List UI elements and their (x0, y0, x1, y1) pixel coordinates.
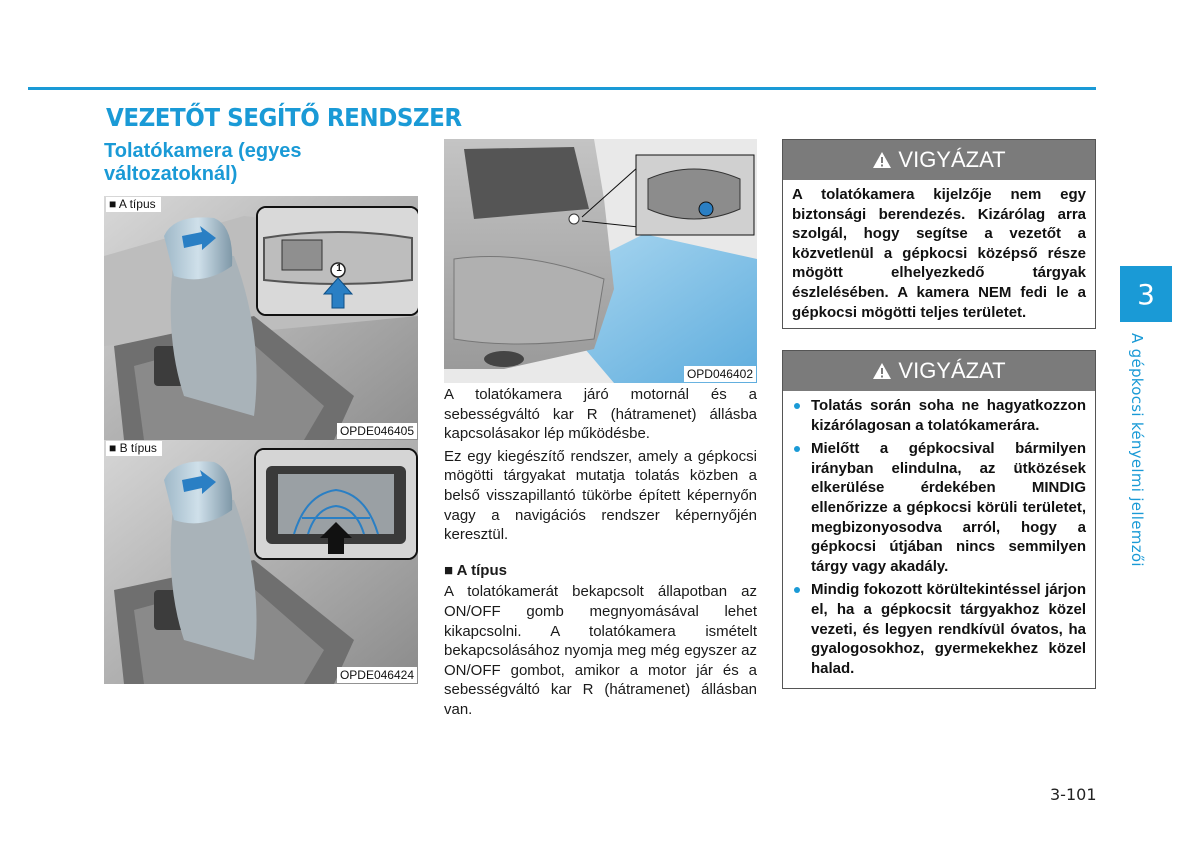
paragraph-1: A tolatókamera járó motornál és a sebességváltó kar R (hátramenet) állásba kapcsolásakor lép működésbe. (444, 386, 757, 443)
figure-type-a (104, 196, 418, 440)
callout-number: 1 (336, 263, 342, 274)
paragraph-2: Ez egy kiegészítő rendszer, amely a gépkocsi mögötti tárgyakat mutatja tolatás közben a belső visszapillantó tükörbe épített képernyőn vagy a navigációs rendszer képernyőjén keresztül. (444, 447, 757, 544)
warning-header-2 (783, 351, 1095, 391)
figure-type-b (104, 440, 418, 684)
navigation-screen-icon (256, 450, 416, 558)
figure-car-code: OPD046402 (684, 366, 756, 382)
rear-camera-car-illustration (444, 139, 757, 383)
section-title: VEZETŐT SEGÍTŐ RENDSZER (106, 103, 462, 132)
type-a-heading: ■ A típus (444, 561, 507, 579)
mirror-inset (256, 206, 418, 316)
warning-text-1: A tolatókamera kijelzője nem egy biztonsági berendezés. Kizárólag arra szolgál, hogy segítse a vezetőt a közvetlenül a gépkocsi középső része mögött elhelyezkedő tárgyak észlelésében. A kamera NEM fedi le a gépkocsi mögötti teljes területet. (792, 186, 1086, 321)
warning-list-2 (783, 391, 1095, 688)
figure-b-code: OPDE046424 (337, 667, 417, 683)
chapter-title: A gépkocsi kényelmi jellemzői (1128, 333, 1146, 567)
warning-header-1 (783, 140, 1095, 180)
warning-box-2 (782, 350, 1096, 689)
warning-item: Mielőtt a gépkocsival bármilyen irányban elindulna, az ütközések elkerülése érdekében MINDIG ellenőrizze a gépkocsi körüli területet, megbizonyosodva arról, hogy a gépkocsi útjában nincs semmilyen tárgy vagy akadály. (792, 439, 1086, 576)
figure-a-label: ■ A típus (106, 197, 161, 212)
chapter-tab: 3 (1120, 266, 1172, 322)
figure-car-camera (444, 139, 757, 383)
nav-screen-inset (254, 448, 418, 560)
body-text (444, 385, 757, 723)
warning-triangle-icon (872, 151, 892, 169)
warning-title-2: VIGYÁZAT (898, 358, 1006, 383)
figure-b-label: ■ B típus (106, 441, 162, 456)
warning-item: Mindig fokozott körültekintéssel járjon el, ha a gépkocsit tárgyakhoz közel vezeti, és legyen rendkívül óvatos, ha gyalogosokhoz, gyermekekhez közel halad. (792, 580, 1086, 678)
page-number: 3-101 (1050, 785, 1097, 804)
subtitle: Tolatókamera (egyes változatoknál) (104, 140, 302, 185)
figure-a-code: OPDE046405 (337, 423, 417, 439)
paragraph-3: A tolatókamerát bekapcsolt állapotban az ON/OFF gomb megnyomásával lehet kikapcsolni. A tolatókamera ismételt bekapcsolásához nyomja meg még egyszer az ON/OFF gombot, amikor a motor jár és a sebességváltó kar R (hátramenet) állásban van. (444, 583, 757, 718)
warning-item: Tolatás során soha ne hagyatkozzon kizárólagosan a tolatókamerára. (792, 396, 1086, 435)
warning-box-1 (782, 139, 1096, 329)
warning-title-1: VIGYÁZAT (898, 147, 1006, 172)
warning-triangle-icon (872, 362, 892, 380)
rearview-mirror-icon (258, 208, 418, 314)
top-rule (28, 87, 1096, 90)
